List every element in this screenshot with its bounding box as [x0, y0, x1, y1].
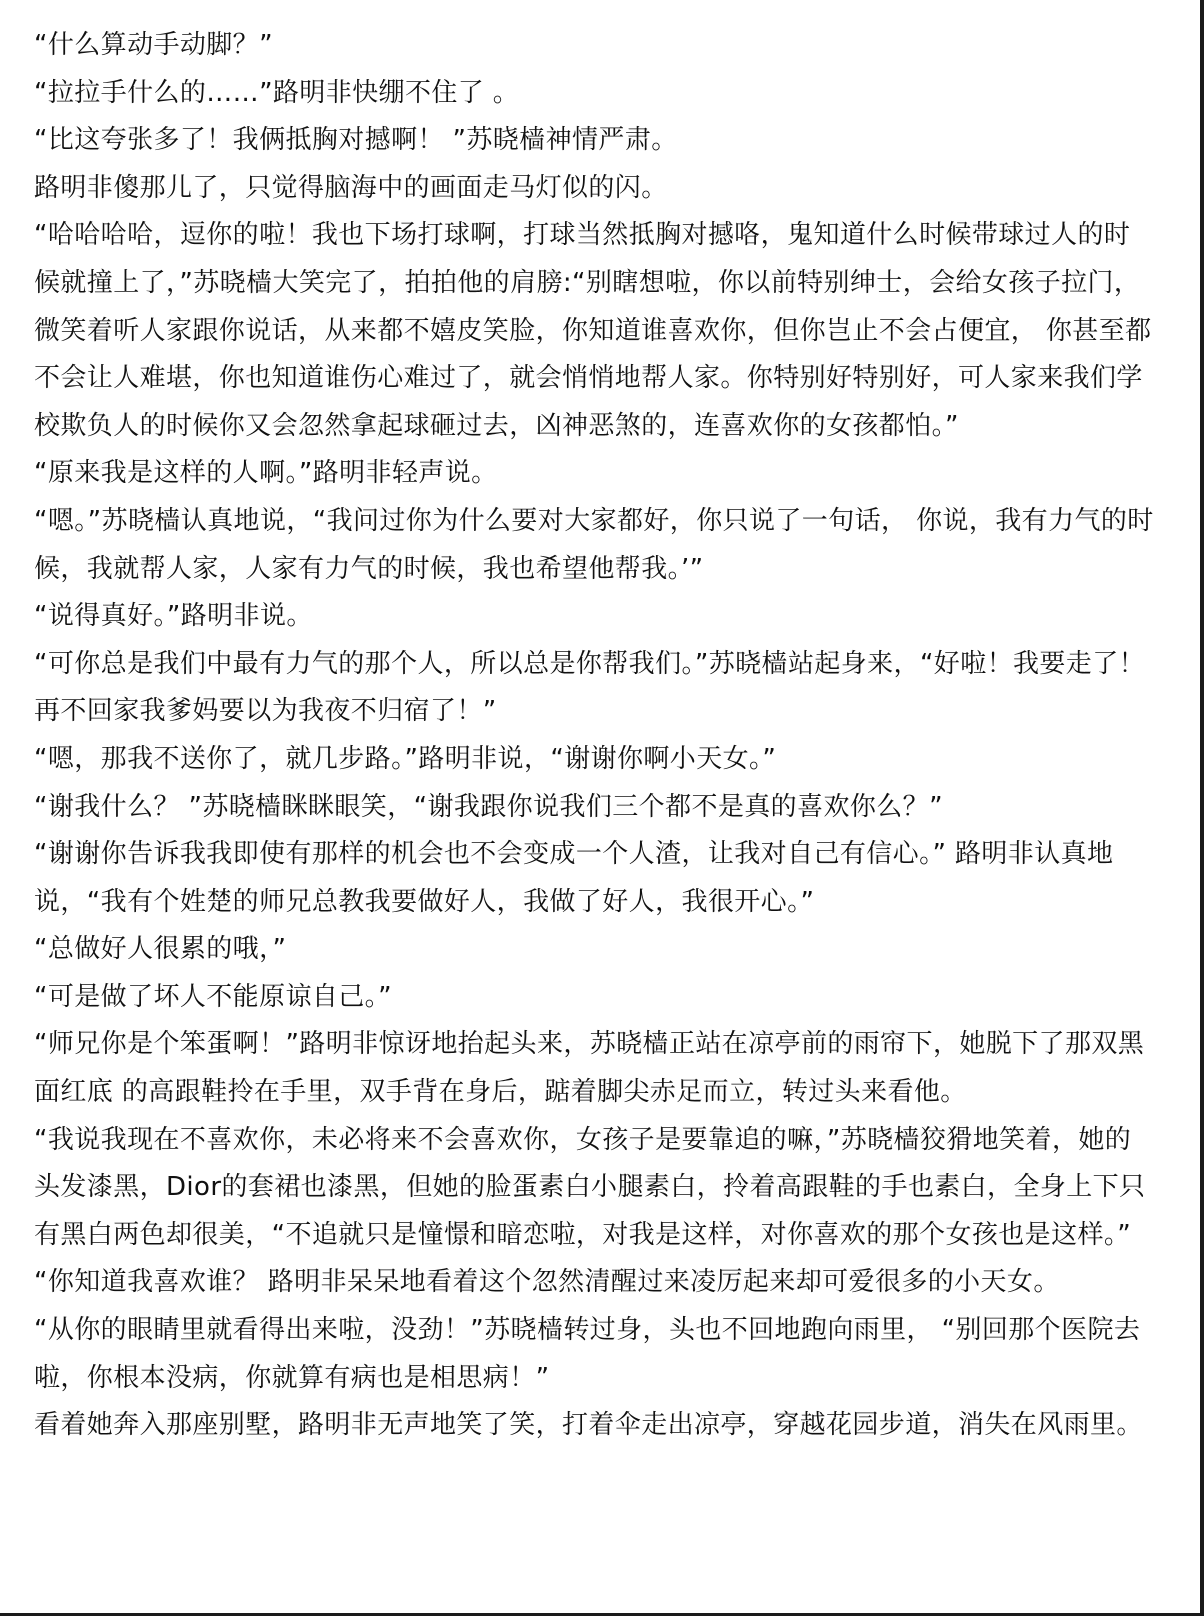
paragraph-17: “你知道我喜欢谁？ 路明非呆呆地看着这个忽然清醒过来凌厉起来却可爱很多的小天女。 — [34, 1267, 1060, 1298]
paragraph-10: “嗯，那我不送你了，就几步路。”路明非说，“谢谢你啊小天女。” — [34, 743, 777, 774]
paragraph-14: “可是做了坏人不能原谅自己。” — [34, 981, 392, 1012]
paragraph-15: “师兄你是个笨蛋啊！”路明非惊讶地抬起头来，苏晓樯正站在凉亭前的雨帘下，她脱下了那双黑面红底 的高跟鞋拎在手里，双手背在身后，踮着脚尖赤足而立，转过头来看他。 — [34, 1029, 1145, 1108]
article-body — [34, 22, 1156, 1450]
paragraph-7: “嗯。”苏晓樯认真地说，“我问过你为什么要对大家都好，你只说了一句话， 你说，我有力气的时候，我就帮人家，人家有力气的时候，我也希望他帮我。’” — [34, 505, 1154, 584]
paragraph-6: “原来我是这样的人啊。”路明非轻声说。 — [34, 458, 498, 489]
paragraph-12: “谢谢你告诉我我即使有那样的机会也不会变成一个人渣，让我对自己有信心。” 路明非认真地说，“我有个姓楚的师兄总教我要做好人，我做了好人，我很开心。” — [34, 839, 1114, 917]
paragraph-8: “说得真好。”路明非说。 — [34, 601, 313, 632]
paragraph-13: “总做好人很累的哦，” — [34, 934, 287, 965]
paragraph-2: “拉拉手什么的……”路明非快绷不住了 。 — [34, 77, 520, 108]
paragraph-3: “比这夸张多了！我俩抵胸对撼啊！ ”苏晓樯神情严肃。 — [34, 125, 678, 156]
paragraph-1: “什么算动手动脚？” — [34, 30, 273, 60]
paragraph-4: 路明非傻那儿了，只觉得脑海中的画面走马灯似的闪。 — [34, 172, 668, 203]
paragraph-19: 看着她奔入那座别墅，路明非无声地笑了笑，打着伞走出凉亭，穿越花园步道，消失在风雨里。 — [34, 1410, 1143, 1441]
paragraph-5: “哈哈哈哈，逗你的啦！我也下场打球啊，打球当然抵胸对撼咯，鬼知道什么时候带球过人的时候就撞上了，”苏晓樯大笑完了，拍拍他的肩膀:“别瞎想啦，你以前特别绅士，会给女孩子拉门， 微笑着听人家跟你说话，从来都不嬉皮笑脸，你知道谁喜欢你，但你岂止不会占便宜， 你甚至都不会让人难堪，你也知道谁伤心难过了，就会悄悄地帮人家。你特别好特别好，可人家来我们学校欺负人的时候你又会忽然拿起球砸过去，凶神恶煞的，连喜欢你的女孩都怕。” — [34, 220, 1152, 441]
paragraph-11: “谢我什么？ ”苏晓樯眯眯眼笑，“谢我跟你说我们三个都不是真的喜欢你么？” — [34, 791, 943, 822]
paragraph-18: “从你的眼睛里就看得出来啦，没劲！”苏晓樯转过身，头也不回地跑向雨里， “别回那个医院去啦，你根本没病，你就算有病也是相思病！” — [34, 1315, 1141, 1393]
paragraph-16: “我说我现在不喜欢你，未必将来不会喜欢你，女孩子是要靠追的嘛，”苏晓樯狡猾地笑着，她的头发漆黑，Dior的套裙也漆黑，但她的脸蛋素白小腿素白，拎着高跟鞋的手也素白，全身上下只有黑白两色却很美，“不追就只是憧憬和暗恋啦，对我是这样，对你喜欢的那个女孩也是这样。” — [34, 1124, 1146, 1250]
paragraph-9: “可你总是我们中最有力气的那个人，所以总是你帮我们。”苏晓樯站起身来，“好啦！我要走了！再不回家我爹妈要以为我夜不归宿了！” — [34, 648, 1146, 727]
